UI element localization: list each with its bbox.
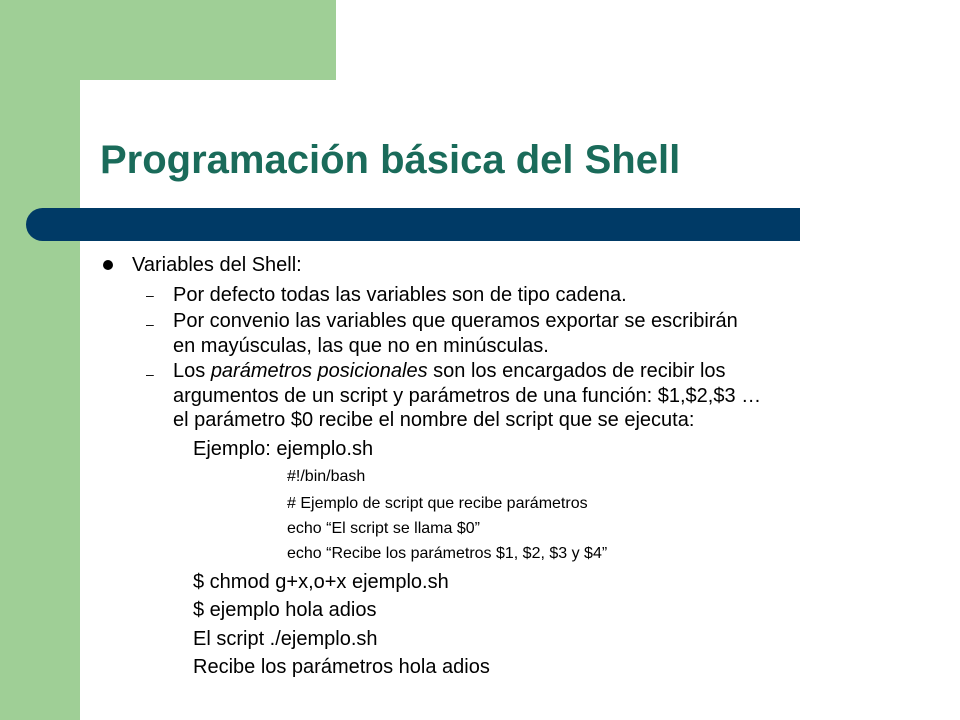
- sub-item-3-line3: el parámetro $0 recibe el nombre del script que se ejecuta:: [173, 409, 695, 431]
- command-line-3: El script ./ejemplo.sh: [193, 628, 378, 650]
- sub-item-3-line1: [173, 359, 726, 383]
- dash-1: –: [146, 287, 154, 303]
- example-label: Ejemplo: ejemplo.sh: [193, 438, 374, 460]
- dash-2: –: [146, 316, 154, 332]
- code-line-4: echo “Recibe los parámetros $1, $2, $3 y $4”: [287, 545, 608, 562]
- sub-item-3-post: son los encargados de recibir los: [427, 360, 726, 382]
- sub-item-3-pre: Los: [173, 360, 211, 382]
- sub-item-1: Por defecto todas las variables son de tipo cadena.: [173, 284, 627, 306]
- slide-title: Programación básica del Shell: [100, 138, 681, 182]
- sub-item-2-line2: en mayúsculas, las que no en minúsculas.: [173, 335, 549, 357]
- sub-item-2-line1: Por convenio las variables que queramos exportar se escribirán: [173, 310, 738, 332]
- code-line-1: #!/bin/bash: [287, 468, 366, 485]
- command-line-1: $ chmod g+x,o+x ejemplo.sh: [193, 571, 449, 593]
- dash-3: –: [146, 366, 154, 382]
- sub-item-3-line2: argumentos de un script y parámetros de una función: $1,$2,$3 …: [173, 385, 762, 407]
- code-line-3: echo “El script se llama $0”: [287, 520, 480, 537]
- code-line-2: # Ejemplo de script que recibe parámetros: [287, 495, 588, 512]
- bullet-variables: Variables del Shell:: [132, 254, 302, 276]
- command-line-2: $ ejemplo hola adios: [193, 599, 377, 621]
- bullet-dot: [103, 260, 113, 270]
- sub-item-3-italic: parámetros posicionales: [210, 360, 428, 382]
- command-line-4: Recibe los parámetros hola adios: [193, 656, 490, 678]
